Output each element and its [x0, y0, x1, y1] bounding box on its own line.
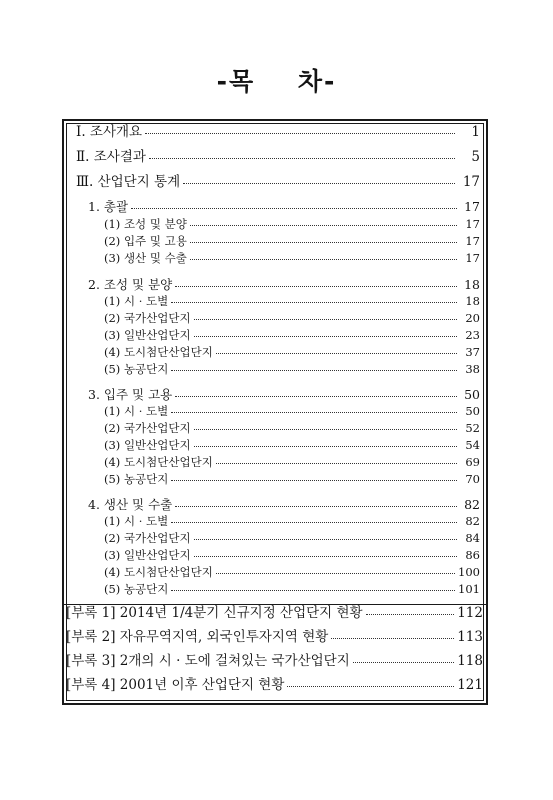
toc-item[interactable] — [104, 567, 480, 579]
toc-item-page: 38 — [465, 362, 480, 376]
toc-entry-page: 17 — [462, 174, 480, 190]
toc-section-page: 17 — [464, 199, 480, 214]
dot-leader — [183, 183, 455, 184]
toc-appendix-label: [부록 3] 2개의 시 · 도에 걸쳐있는 국가산업단지 — [66, 653, 350, 669]
dot-leader — [190, 259, 457, 260]
toc-item-page: 18 — [465, 294, 480, 308]
toc-item-label: (1) 조성 및 분양 — [104, 217, 187, 231]
dot-leader — [194, 539, 457, 540]
toc-item-page: 52 — [465, 421, 480, 435]
toc-item[interactable] — [104, 584, 480, 596]
toc-item[interactable] — [104, 533, 480, 545]
toc-appendix-1[interactable] — [66, 607, 483, 621]
toc-item[interactable] — [104, 236, 480, 248]
toc-item-label: (2) 국가산업단지 — [104, 421, 191, 435]
toc-section-label: 1. 총괄 — [88, 199, 129, 214]
toc-item[interactable] — [104, 406, 480, 418]
dot-leader — [194, 429, 457, 430]
toc-section-page: 18 — [464, 277, 480, 292]
toc-item-label: (5) 농공단지 — [104, 582, 169, 596]
dot-leader — [171, 412, 457, 413]
toc-entry-statistics[interactable] — [76, 176, 480, 190]
toc-appendix-3[interactable] — [66, 655, 483, 669]
toc-item-label: (5) 농공단지 — [104, 362, 169, 376]
toc-item[interactable] — [104, 296, 480, 308]
toc-section-label: 2. 조성 및 분양 — [88, 277, 173, 292]
toc-section-occupancy[interactable] — [88, 389, 480, 402]
toc-section-development[interactable] — [88, 279, 480, 292]
toc-appendix-label: [부록 2] 자유무역지역, 외국인투자지역 현황 — [66, 629, 329, 645]
toc-appendix-page: 118 — [457, 653, 483, 669]
toc-entry-label: Ⅱ. 조사결과 — [76, 149, 146, 165]
toc-item[interactable] — [104, 440, 480, 452]
toc-item[interactable] — [104, 457, 480, 469]
dot-leader — [149, 158, 455, 159]
toc-appendix-label: [부록 4] 2001년 이후 산업단지 현황 — [66, 677, 285, 693]
toc-entry-label: Ⅲ. 산업단지 통계 — [76, 174, 181, 190]
dot-leader — [175, 506, 457, 507]
toc-section-production[interactable] — [88, 499, 480, 512]
toc-item-label: (5) 농공단지 — [104, 472, 169, 486]
toc-item[interactable] — [104, 474, 480, 486]
toc-item-page: 70 — [465, 472, 480, 486]
toc-section-summary[interactable] — [88, 201, 480, 214]
toc-entry-page: 1 — [471, 124, 480, 140]
toc-item-label: (3) 일반산업단지 — [104, 438, 191, 452]
dot-leader — [216, 573, 455, 574]
dot-leader — [194, 336, 457, 337]
toc-item-page: 100 — [458, 565, 480, 579]
toc-item-page: 82 — [465, 514, 480, 528]
toc-item-page: 86 — [465, 548, 480, 562]
dot-leader — [171, 480, 457, 481]
toc-item-label: (4) 도시첨단산업단지 — [104, 455, 213, 469]
toc-appendix-page: 112 — [457, 605, 483, 621]
toc-section-label: 4. 생산 및 수출 — [88, 497, 173, 512]
dot-leader — [171, 590, 455, 591]
toc-item-label: (3) 일반산업단지 — [104, 328, 191, 342]
toc-item[interactable] — [104, 364, 480, 376]
dot-leader — [194, 556, 457, 557]
toc-item[interactable] — [104, 219, 480, 231]
dot-leader — [366, 614, 455, 615]
toc-item-label: (4) 도시첨단산업단지 — [104, 565, 213, 579]
toc-item-label: (2) 국가산업단지 — [104, 531, 191, 545]
dot-leader — [171, 302, 457, 303]
toc-entry-results[interactable] — [76, 151, 480, 165]
toc-item-label: (4) 도시첨단산업단지 — [104, 345, 213, 359]
toc-item-page: 17 — [465, 217, 480, 231]
dot-leader — [353, 662, 454, 663]
dot-leader — [175, 396, 457, 397]
dot-leader — [190, 225, 457, 226]
dot-leader — [145, 133, 455, 134]
toc-item-label: (1) 시 · 도별 — [104, 404, 169, 418]
dot-leader — [131, 208, 457, 209]
toc-section-page: 82 — [464, 497, 480, 512]
toc-item-page: 17 — [465, 251, 480, 265]
toc-item-page: 54 — [465, 438, 480, 452]
dot-leader — [171, 522, 457, 523]
toc-section-label: 3. 입주 및 고용 — [88, 387, 173, 402]
toc-item-page: 23 — [465, 328, 480, 342]
toc-item[interactable] — [104, 330, 480, 342]
dot-leader — [194, 446, 457, 447]
dot-leader — [216, 353, 457, 354]
toc-appendix-2[interactable] — [66, 631, 483, 645]
toc-item[interactable] — [104, 423, 480, 435]
toc-item-page: 69 — [465, 455, 480, 469]
toc-item-page: 17 — [465, 234, 480, 248]
toc-item[interactable] — [104, 550, 480, 562]
toc-item-label: (2) 국가산업단지 — [104, 311, 191, 325]
toc-item-label: (1) 시 · 도별 — [104, 294, 169, 308]
toc-item[interactable] — [104, 253, 480, 265]
toc-item-page: 50 — [465, 404, 480, 418]
toc-item-page: 84 — [465, 531, 480, 545]
toc-item-page: 20 — [465, 311, 480, 325]
dot-leader — [331, 638, 454, 639]
toc-appendix-page: 113 — [457, 629, 483, 645]
toc-entry-overview[interactable] — [76, 126, 480, 140]
toc-item-label: (2) 입주 및 고용 — [104, 234, 187, 248]
toc-item-label: (3) 생산 및 수출 — [104, 251, 187, 265]
toc-section-page: 50 — [464, 387, 480, 402]
toc-item-label: (3) 일반산업단지 — [104, 548, 191, 562]
toc-item-page: 37 — [465, 345, 480, 359]
dot-leader — [216, 463, 457, 464]
toc-item[interactable] — [104, 516, 480, 528]
toc-item[interactable] — [104, 347, 480, 359]
toc-entry-page: 5 — [471, 149, 480, 165]
toc-appendix-label: [부록 1] 2014년 1/4분기 신규지정 산업단지 현황 — [66, 605, 363, 621]
dot-leader — [287, 686, 454, 687]
dot-leader — [194, 319, 457, 320]
toc-item[interactable] — [104, 313, 480, 325]
toc-item-page: 101 — [458, 582, 480, 596]
toc-entry-label: Ⅰ. 조사개요 — [76, 124, 143, 140]
toc-appendix-4[interactable] — [66, 679, 483, 693]
dot-leader — [171, 370, 457, 371]
page-title: -목 차- — [216, 67, 337, 96]
toc-item-label: (1) 시 · 도별 — [104, 514, 169, 528]
dot-leader — [175, 286, 457, 287]
dot-leader — [190, 242, 457, 243]
toc-appendix-page: 121 — [457, 677, 483, 693]
